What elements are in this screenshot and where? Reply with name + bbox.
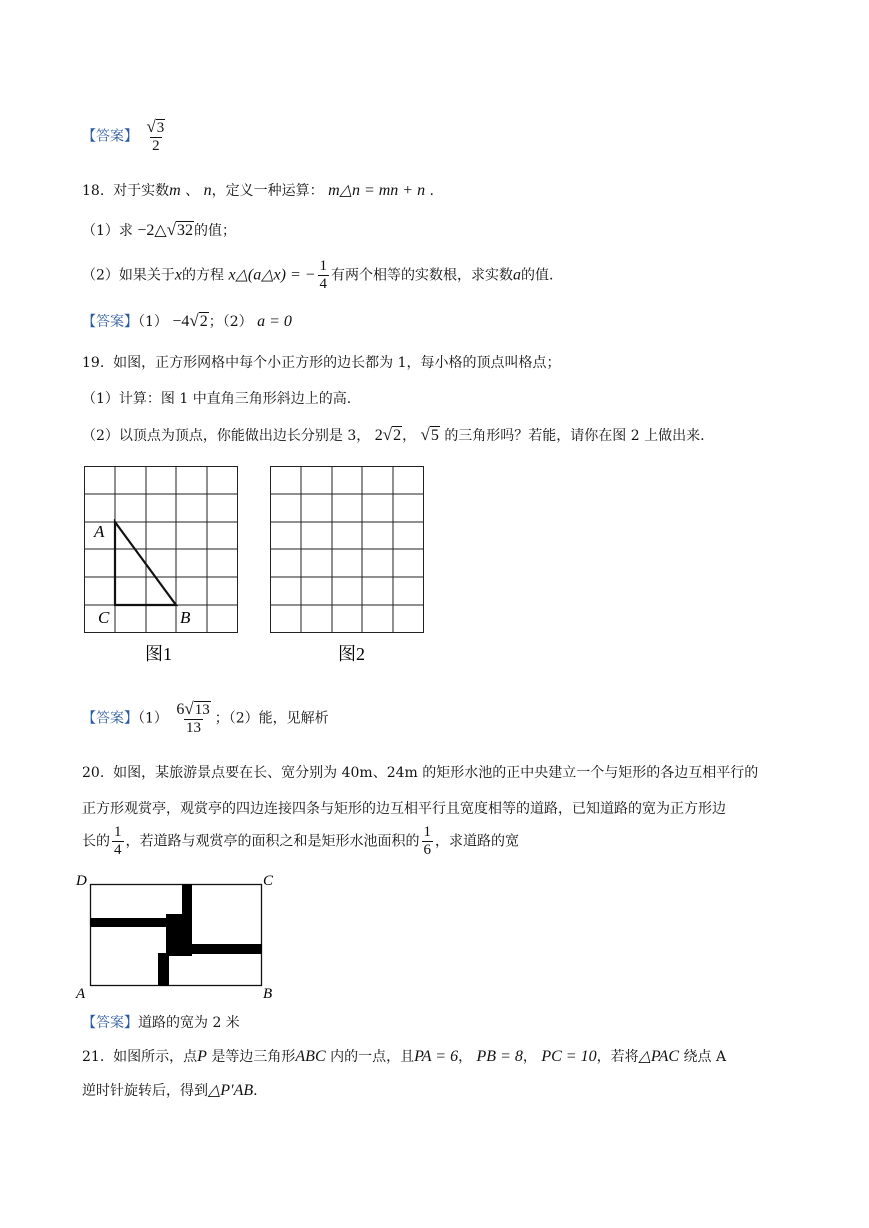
q21-line2: 逆时针旋转后，得到△P′AB. <box>82 1082 258 1099</box>
label-b: B <box>180 608 191 627</box>
q18-answer: 【答案】（1） −4√2；（2） a = 0 <box>82 311 292 330</box>
label-c: C <box>98 608 110 627</box>
q19-answer: 【答案】（1） $\frac{6√13}{13}$ ；（2）能，见解析 <box>82 699 329 736</box>
answer-tag: 【答案】 <box>82 128 138 145</box>
label-c: C <box>263 873 274 889</box>
q19-stem: 19. 如图，正方形网格中每个小正方形的边长都为 1，每小格的顶点叫格点； <box>82 355 561 371</box>
q20-line3: 长的 $\frac{1}{4}$ ，若道路与观赏亭的面积之和是矩形水池面积的 $\frac{1}{6}$ ，求道路的宽 <box>82 824 519 858</box>
label-b: B <box>263 986 273 1002</box>
answer-fraction: $\frac{√3}{2}$ <box>146 117 165 154</box>
q18-part2: （2）如果关于x的方程 x△(a△x) = − $\frac{1}{4}$ 有两个相等的实数根，求实数a的值. <box>82 258 554 292</box>
pool-figure <box>74 870 284 1002</box>
q21-line1: 21. 如图所示，点P 是等边三角形ABC 内的一点，且PA = 6， PB = 8， PC = 10，若将△PAC 绕点 A <box>82 1048 727 1065</box>
figure-1-grid <box>80 462 245 672</box>
figure-2-caption: 图2 <box>338 644 365 664</box>
figure-2-grid <box>266 462 431 672</box>
q20-line2: 正方形观赏亭，观赏亭的四边连接四条与矩形的边互相平行且宽度相等的道路，已知道路的宽为正方形边 <box>82 801 726 817</box>
q19-part2: （2）以顶点为顶点，你能做出边长分别是 3， 2√2， √5 的三角形吗？若能，请你在图 2 上做出来. <box>82 425 705 444</box>
q19-part1: （1）计算：图 1 中直角三角形斜边上的高. <box>82 391 352 407</box>
q18-part1: （1）求 −2△√32的值； <box>82 220 237 239</box>
label-d: D <box>76 873 87 889</box>
q20-answer: 【答案】道路的宽为 2 米 <box>82 1015 240 1031</box>
label-a: A <box>76 986 86 1002</box>
q20-line1: 20. 如图，某旅游景点要在长、宽分别为 40m、24m 的矩形水池的正中央建立一个与矩形的各边互相平行的 <box>82 765 759 781</box>
q17-answer <box>82 118 169 155</box>
operation-formula: m△n = mn + n <box>328 182 426 199</box>
roads <box>90 884 262 986</box>
figure-1-caption: 图1 <box>145 644 172 664</box>
q18-stem: 18. 对于实数m 、 n，定义一种运算： m△n = mn + n . <box>82 182 435 199</box>
label-a: A <box>94 522 105 541</box>
